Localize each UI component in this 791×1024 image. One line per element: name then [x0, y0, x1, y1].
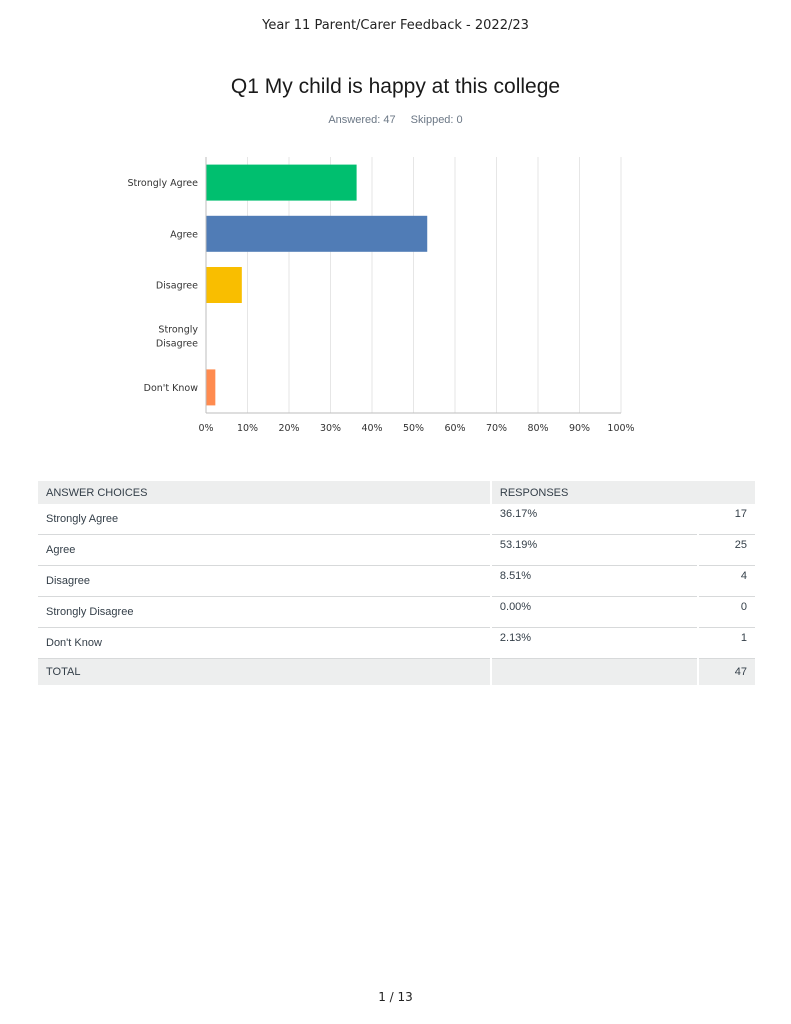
category-label: Agree [170, 229, 198, 241]
table-row [38, 504, 755, 535]
bar [207, 165, 357, 201]
table-row [38, 566, 755, 597]
x-tick-label: 0% [198, 423, 214, 434]
x-tick-label: 80% [527, 423, 549, 434]
responses-header: RESPONSES [492, 481, 755, 504]
table-row [38, 628, 755, 659]
answered-count: Answered: 47 [328, 114, 396, 126]
bar [207, 369, 216, 405]
bar [207, 267, 242, 303]
response-percent: 2.13% [492, 628, 697, 659]
x-tick-label: 20% [278, 423, 300, 434]
answer-choices-header: ANSWER CHOICES [38, 481, 490, 504]
table-row [38, 597, 755, 628]
category-label: Disagree [155, 280, 198, 292]
total-spacer [492, 659, 697, 685]
category-label: Strongly Agree [127, 178, 198, 190]
response-count: 1 [699, 628, 755, 659]
bar-chart [100, 150, 640, 445]
table-row [38, 535, 755, 566]
question-title: Q1 My child is happy at this college [230, 75, 561, 98]
response-count: 0 [699, 597, 755, 628]
response-percent: 53.19% [492, 535, 697, 566]
x-tick-label: 10% [236, 423, 259, 434]
answer-choice: Don't Know [38, 628, 490, 659]
response-count: 4 [699, 566, 755, 597]
page-number: 1 / 13 [378, 990, 413, 1004]
answer-choice: Disagree [38, 566, 490, 597]
response-percent: 36.17% [492, 504, 697, 535]
response-stats [0, 114, 791, 126]
total-row [38, 659, 755, 685]
document-header: Year 11 Parent/Carer Feedback - 2022/23 [262, 18, 529, 33]
category-label: Don't Know [143, 382, 198, 394]
answer-choice: Agree [38, 535, 490, 566]
skipped-count: Skipped: 0 [410, 114, 463, 126]
total-label: TOTAL [38, 659, 490, 685]
x-tick-label: 30% [319, 423, 342, 434]
response-count: 17 [699, 504, 755, 535]
x-tick-label: 60% [444, 423, 466, 434]
x-tick-label: 50% [402, 423, 425, 434]
response-count: 25 [699, 535, 755, 566]
category-label: Strongly Disagree [155, 324, 198, 350]
x-tick-label: 40% [361, 423, 383, 434]
response-table [36, 481, 757, 685]
total-count: 47 [699, 659, 755, 685]
x-tick-label: 100% [607, 423, 635, 434]
response-percent: 0.00% [492, 597, 697, 628]
answer-choice: Strongly Agree [38, 504, 490, 535]
answer-choice: Strongly Disagree [38, 597, 490, 628]
response-percent: 8.51% [492, 566, 697, 597]
x-tick-label: 70% [485, 423, 508, 434]
x-tick-label: 90% [568, 423, 591, 434]
bar [207, 216, 428, 252]
